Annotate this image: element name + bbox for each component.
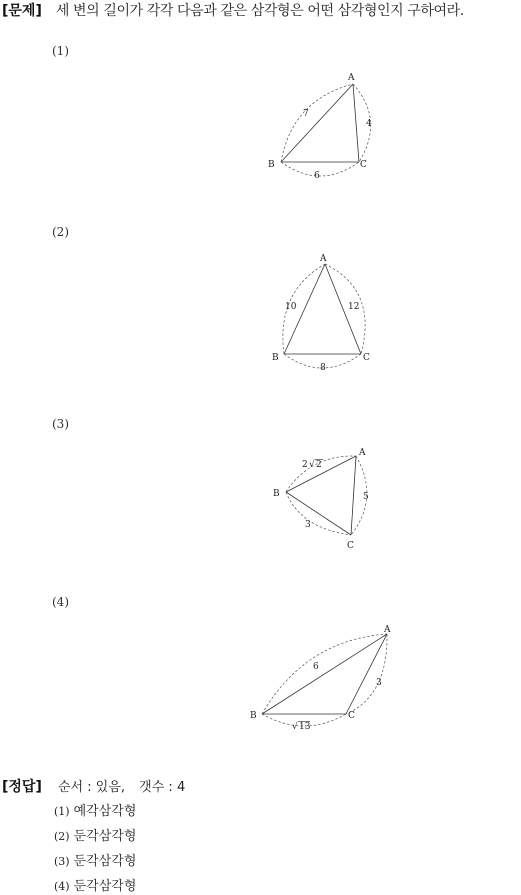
triangle-figure-1 [260,70,380,185]
triangle-figure-4 [246,620,396,735]
radical-sign: √ [292,722,298,732]
side-ab-rad-label: 2 [316,460,322,470]
side-ac-label: 12 [348,302,360,312]
vertex-a-label: A [384,625,391,635]
problem-text: 세 변의 길이가 각각 다음과 같은 삼각형은 어떤 삼각형인지 구하여라. [55,3,464,19]
triangle-figure-2 [262,250,380,375]
answer-line-number: (2) [54,830,70,843]
answer-count-label: 갯수 : [139,780,173,795]
answer-line-text: 예각삼각형 [73,804,137,819]
side-ab-label: 6 [313,662,319,672]
side-ab-line [281,84,353,162]
side-bc-rad-label: 13 [299,722,311,732]
side-ab-line [262,634,387,714]
vertex-b-label: B [272,353,279,363]
vertex-a-label: A [348,73,355,83]
answer-line-4 [54,875,136,894]
answer-line-text: 둔각삼각형 [73,879,137,894]
vertex-c-label: C [348,711,355,721]
side-bc-label: 8 [320,363,326,373]
item-4-number: (4) [52,595,69,609]
answer-count-value: 4 [176,780,186,795]
answer-tag: [정답] [2,779,42,795]
item-2-number: (2) [52,225,69,239]
side-bc-line [286,492,351,535]
side-bc-label: 6 [314,171,320,181]
vertex-c-label: C [363,353,370,363]
answer-block [2,775,521,800]
answer-line-2 [54,825,136,844]
side-ac-line [353,84,359,162]
answer-order-label: 순서 : [58,780,92,795]
side-ac-line [351,456,356,535]
problem-header [2,1,521,23]
answer-line-text: 둔각삼각형 [73,854,137,869]
side-ac-label: 3 [376,678,382,688]
vertex-b-label: B [268,160,275,170]
answer-line-3 [54,850,136,869]
vertex-b-label: B [273,489,280,499]
item-1-number: (1) [52,44,69,58]
item-3-number: (3) [52,417,69,431]
vertex-c-label: C [347,541,354,551]
side-ab-coef-label: 2 [302,460,308,470]
answer-line-1 [54,800,136,819]
side-ac-line [346,634,387,714]
side-bc-label: 3 [305,520,311,530]
answer-line-number: (1) [54,805,70,818]
side-bc-arc [281,162,359,176]
triangle-figure-3 [265,440,380,555]
answer-order-value: 있음, [95,780,126,795]
side-ab-label: 7 [303,109,309,119]
vertex-a-label: A [320,254,327,264]
radical-sign: √ [309,460,315,470]
side-ab-label: 10 [285,302,297,312]
answer-line-number: (3) [54,855,70,868]
side-ac-label: 5 [363,492,369,502]
vertex-c-label: C [360,160,367,170]
vertex-a-label: A [359,448,366,458]
side-ac-label: 4 [366,119,372,129]
vertex-b-label: B [250,711,257,721]
problem-tag: [문제] [2,3,42,19]
answer-line-text: 둔각삼각형 [73,829,137,844]
answer-line-number: (4) [54,880,70,893]
